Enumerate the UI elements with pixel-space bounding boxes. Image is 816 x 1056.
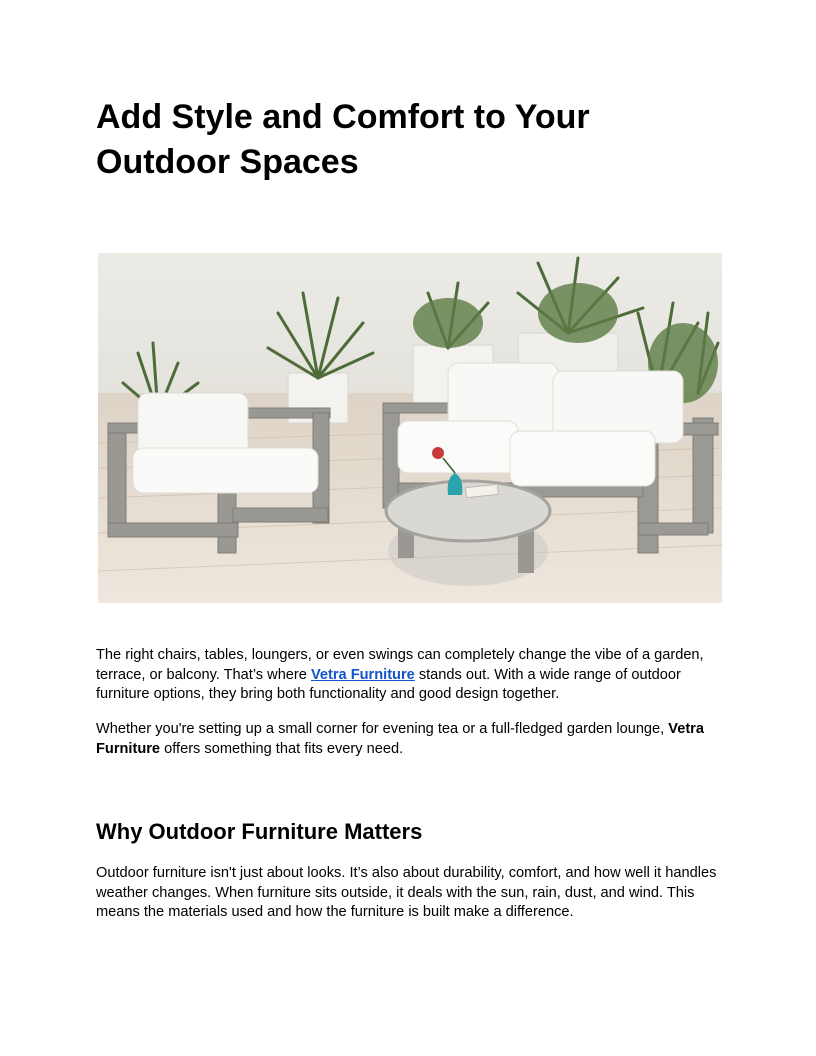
second-text-2: offers something that fits every need. [160, 740, 404, 757]
vetra-furniture-link[interactable]: Vetra Furniture [310, 666, 415, 683]
outdoor-furniture-photo [98, 253, 722, 603]
intro-text-2: stands out. With a wide range of outdoor furniture options, they bring both functionality and good design together. [96, 666, 681, 702]
brand-name: Vetra Furniture [96, 721, 704, 757]
intro-paragraph [96, 646, 726, 705]
second-paragraph [96, 720, 726, 759]
intro-text-1: The right chairs, tables, loungers, or even swings can completely change the vibe of a garden, terrace, or balcony. That’s where [96, 647, 704, 683]
second-text-1: Whether you're setting up a small corner for evening tea or a full-fledged garden lounge, [96, 721, 669, 737]
section-paragraph: Outdoor furniture isn't just about looks. It’s also about durability, comfort, and how well it handles weather changes. When furniture sits outside, it deals with the sun, rain, dust, and wind. This means the materials used and how the furniture is built make a difference. [96, 865, 717, 920]
section-heading: Why Outdoor Furniture Matters [96, 819, 423, 844]
page-title: Add Style and Comfort to Your Outdoor Spaces [96, 98, 590, 181]
